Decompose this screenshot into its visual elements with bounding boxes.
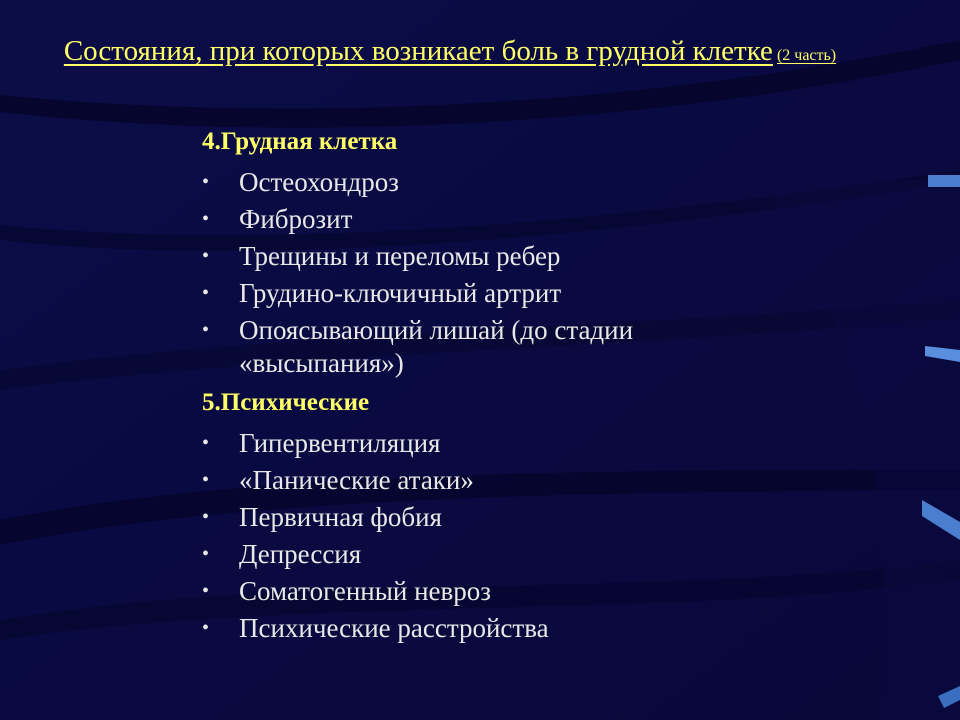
bullet-icon: • bbox=[202, 617, 210, 639]
list-item-text: Опоясывающий лишай (до стадии «высыпания») bbox=[239, 315, 634, 378]
slide-title-main: Состояния, при которых возникает боль в грудной клетке bbox=[63, 35, 773, 67]
list-item bbox=[202, 203, 762, 236]
list-item bbox=[202, 538, 762, 571]
slide-title bbox=[60, 30, 840, 77]
bullet-icon: • bbox=[202, 208, 210, 230]
list-item-text: Психические расстройства bbox=[239, 613, 549, 643]
bullet-icon: • bbox=[202, 543, 210, 565]
list-item bbox=[202, 464, 762, 497]
slide-title-sub: (2 часть) bbox=[776, 47, 837, 64]
list-item-text: Трещины и переломы ребер bbox=[239, 241, 561, 271]
section-heading-psychic: 5.Психические bbox=[202, 389, 370, 416]
bullet-icon: • bbox=[202, 506, 210, 528]
list-item bbox=[202, 575, 762, 608]
bullet-icon: • bbox=[202, 580, 210, 602]
list-item bbox=[202, 314, 762, 380]
list-item-text: «Панические атаки» bbox=[239, 465, 474, 495]
bullet-icon: • bbox=[202, 245, 210, 267]
bullet-icon: • bbox=[202, 171, 210, 193]
list-item-text: Фиброзит bbox=[239, 204, 353, 234]
bullet-icon: • bbox=[202, 469, 210, 491]
section-heading-chest: 4.Грудная клетка bbox=[202, 128, 398, 155]
list-item-text: Грудино-ключичный артрит bbox=[239, 278, 562, 308]
list-item bbox=[202, 166, 762, 199]
list-item-text: Остеохондроз bbox=[239, 167, 399, 197]
list-item bbox=[202, 240, 762, 273]
bullet-icon: • bbox=[202, 282, 210, 304]
bullet-icon: • bbox=[202, 432, 210, 454]
list-item bbox=[202, 277, 762, 310]
bullet-icon: • bbox=[202, 319, 210, 341]
list-item-text: Депрессия bbox=[239, 539, 362, 569]
accent-bar-top bbox=[928, 175, 960, 187]
content-list bbox=[202, 122, 762, 648]
list-item bbox=[202, 427, 762, 460]
list-item-text: Гипервентиляция bbox=[239, 428, 441, 458]
list-item-text: Соматогенный невроз bbox=[239, 576, 491, 606]
list-item bbox=[202, 501, 762, 534]
list-item bbox=[202, 612, 762, 645]
list-item-text: Первичная фобия bbox=[239, 502, 442, 532]
